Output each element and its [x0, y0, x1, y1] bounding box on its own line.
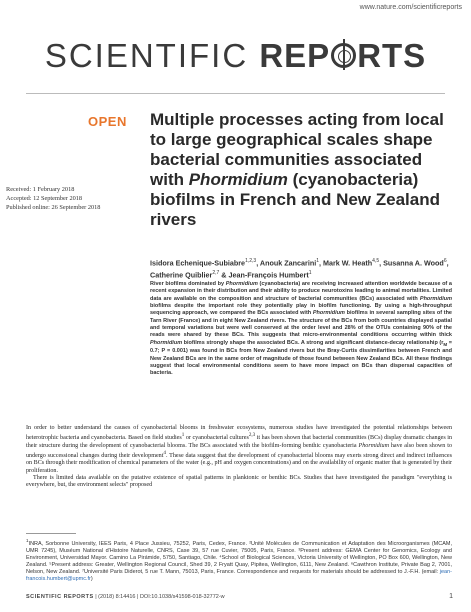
footnote-text: ) — [90, 576, 93, 583]
author-affiliation: 4,5 — [372, 258, 380, 264]
affiliations-footnote — [26, 537, 452, 583]
author-separator: , — [319, 258, 324, 268]
abstract-text: biofilms despite the important role they potentially play in biofilm functioning. By using a high-throughput sequencing approach, we compared the BCs associated with — [150, 303, 452, 317]
correspondence-email-link[interactable]: jean-francois.humbert@upmc.fr — [26, 569, 452, 583]
abstract-genus: Phormidium — [150, 339, 183, 346]
footnote-marker: 1 — [26, 538, 29, 543]
open-access-badge: OPEN — [88, 114, 127, 129]
body-text: or cyanobacterial cultures — [184, 435, 249, 442]
author-name[interactable]: Mark W. Heath — [323, 258, 373, 268]
footnote-divider — [26, 533, 76, 534]
article-dates — [6, 185, 100, 212]
page-footer — [26, 594, 225, 600]
abstract-text: (cyanobacteria) are receiving increased attention worldwide because of a recent expansion in their distribution and their ability to produce neurotoxins leading to animal mortalities. Limited data are available on the composition and structure of bacterial communities (BCs) associated with — [150, 281, 452, 302]
received-date: Received: 1 February 2018 — [6, 186, 75, 193]
author-name[interactable]: Anouk Zancarini — [259, 258, 317, 268]
author-affiliation: 6 — [443, 258, 447, 264]
abstract-genus: Phormidium — [225, 281, 258, 287]
published-date: Published online: 26 September 2018 — [6, 204, 101, 211]
citation-ref[interactable]: 4 — [163, 450, 166, 457]
citation-ref[interactable]: 2,3 — [248, 432, 256, 439]
author-separator: , — [446, 258, 449, 268]
page-number: 1 — [449, 593, 453, 600]
title-genus: Phormidium — [188, 170, 288, 189]
footer-citation[interactable]: | (2018) 8:14416 | DOI:10.1038/s41598-018-32772-w — [93, 594, 225, 600]
body-genus: Phormidium — [358, 442, 389, 449]
author-name[interactable]: Catherine Quiblier — [150, 270, 213, 280]
article-body — [26, 425, 452, 490]
title-part-1: Multiple processes acting from local to large geographical scales shape bacterial communities associated with — [150, 110, 444, 189]
journal-url[interactable]: www.nature.com/scientificreports — [359, 4, 462, 11]
abstract-subscript: M — [443, 341, 448, 347]
citation-ref[interactable]: 1 — [181, 432, 185, 439]
body-text: it has been shown that bacterial communities (BCs) display dramatic changes in their structure during the development of cyanobacterial blooms. The BCs associated with the biofilm-forming benthic cyanobacteria — [26, 435, 452, 449]
author-name[interactable]: Jean-François Humbert — [228, 270, 309, 280]
journal-logo — [0, 38, 471, 74]
abstract-text: River biofilms dominated by — [150, 281, 226, 287]
body-text: In order to better understand the causes of cyanobacterial blooms in freshwater ecosystems, numerous studies have investigated the potential relationships between heterotrophic bacteria and cyanobacteria. Based on field studies — [26, 425, 452, 442]
body-paragraph — [26, 425, 452, 475]
abstract-text: biofilms in several sampling sites of the Tarn River (France) and in eight New Zealand rivers. The structure of the BCs from both countries displayed spatial and temporal variations but were well conserved at the order level and 28% of the OTUs containing 90% of the reads were shared by these BCs. This suggests that micro-environmental conditions occurring within thick — [150, 310, 452, 339]
abstract — [150, 281, 452, 378]
author-separator: & — [219, 270, 229, 280]
logo-scientific: SCIENTIFIC — [44, 37, 260, 74]
logo-rep: REP — [259, 37, 331, 74]
body-paragraph: There is limited data available on the putative existence of spatial patterns in planktonic or benthic BCs. Studies that have investigated the paradigm "everything is everywhere, but, the environment selects" proposed — [26, 475, 452, 489]
header-divider — [26, 93, 445, 94]
author-name[interactable]: Isidora Echenique-Subiabre — [150, 258, 246, 268]
author-affiliation: 2,7 — [212, 270, 220, 277]
abstract-genus: Phormidium — [419, 295, 452, 302]
abstract-genus: Phormidium — [312, 310, 345, 317]
article-title — [150, 110, 450, 230]
logo-o-icon — [331, 43, 356, 68]
author-list — [150, 256, 450, 281]
abstract-text: = 0.7; P = 0.001) was found in BCs from New Zealand rivers but the Bray-Curtis dissimilarities between French and New Zealand BCs are in the same order of magnitude of those found between New Zealand BCs. All these findings suggest that local environmental conditions seem to have more impact on BCs than dispersal capacities of bacteria. — [150, 339, 452, 377]
logo-rts: RTS — [357, 37, 427, 74]
body-text: have also been shown to undergo successional changes during their development — [26, 442, 452, 460]
author-separator: , — [379, 258, 384, 268]
author-separator: , — [256, 258, 260, 268]
abstract-text: biofilms strongly shape the associated BCs. A strong and significant distance-decay relationship (r — [182, 339, 444, 346]
author-affiliation: 1 — [308, 270, 312, 277]
author-affiliation: 1,2,3 — [245, 258, 257, 264]
title-part-2: (cyanobacteria) biofilms in French and New Zealand rivers — [150, 170, 440, 229]
footnote-text: INRA, Sorbonne University, IEES Paris, 4 Place Jussieu, 75252, Paris, Cedex, France. ²Unité Molécules de Communication et Adaptation des Microorganismes (MCAM, UMR 7245), Muséum National d'Histoire Naturelle, CNRS, Case 39, 57 rue Cuvier, 75005, Paris, France. ³Present address: GEMA Center for Genomics, Ecology and Environment, Universidad Mayor. Camino La Pirámide, 5750, Santiago, Chile. ⁴School of Biological Sciences, Victoria University of Wellington, PO Box 600, Wellington, New Zealand. ⁵Present address: Greater, Wellington Regional Council, Shed 39, 2 Fryatt Quay, Pipitea, Wellington, 6111, New Zealand. ⁶Cawthron Institute, Private Bag 2, 7001, Nelson, New Zealand. ⁷Université Paris Diderot, 5 rue T. Mann, 75013, Paris, France. Correspondence and requests for materials should be addressed to J.-F.H. (email: — [26, 540, 452, 576]
author-affiliation: 1 — [316, 258, 320, 264]
author-name[interactable]: Susanna A. Wood — [383, 258, 444, 268]
accepted-date: Accepted: 12 September 2018 — [6, 195, 83, 202]
body-text: . These data suggest that the development of cyanobacterial blooms may exerts strong direct and indirect influences on BCs through their modification of chemical parameters of the water (e.g., pH and oxygen concentrations) and on the availability of organic matter that is generated by their proliferation. — [26, 453, 452, 474]
footer-journal: SCIENTIFIC REPORTS — [26, 594, 94, 600]
